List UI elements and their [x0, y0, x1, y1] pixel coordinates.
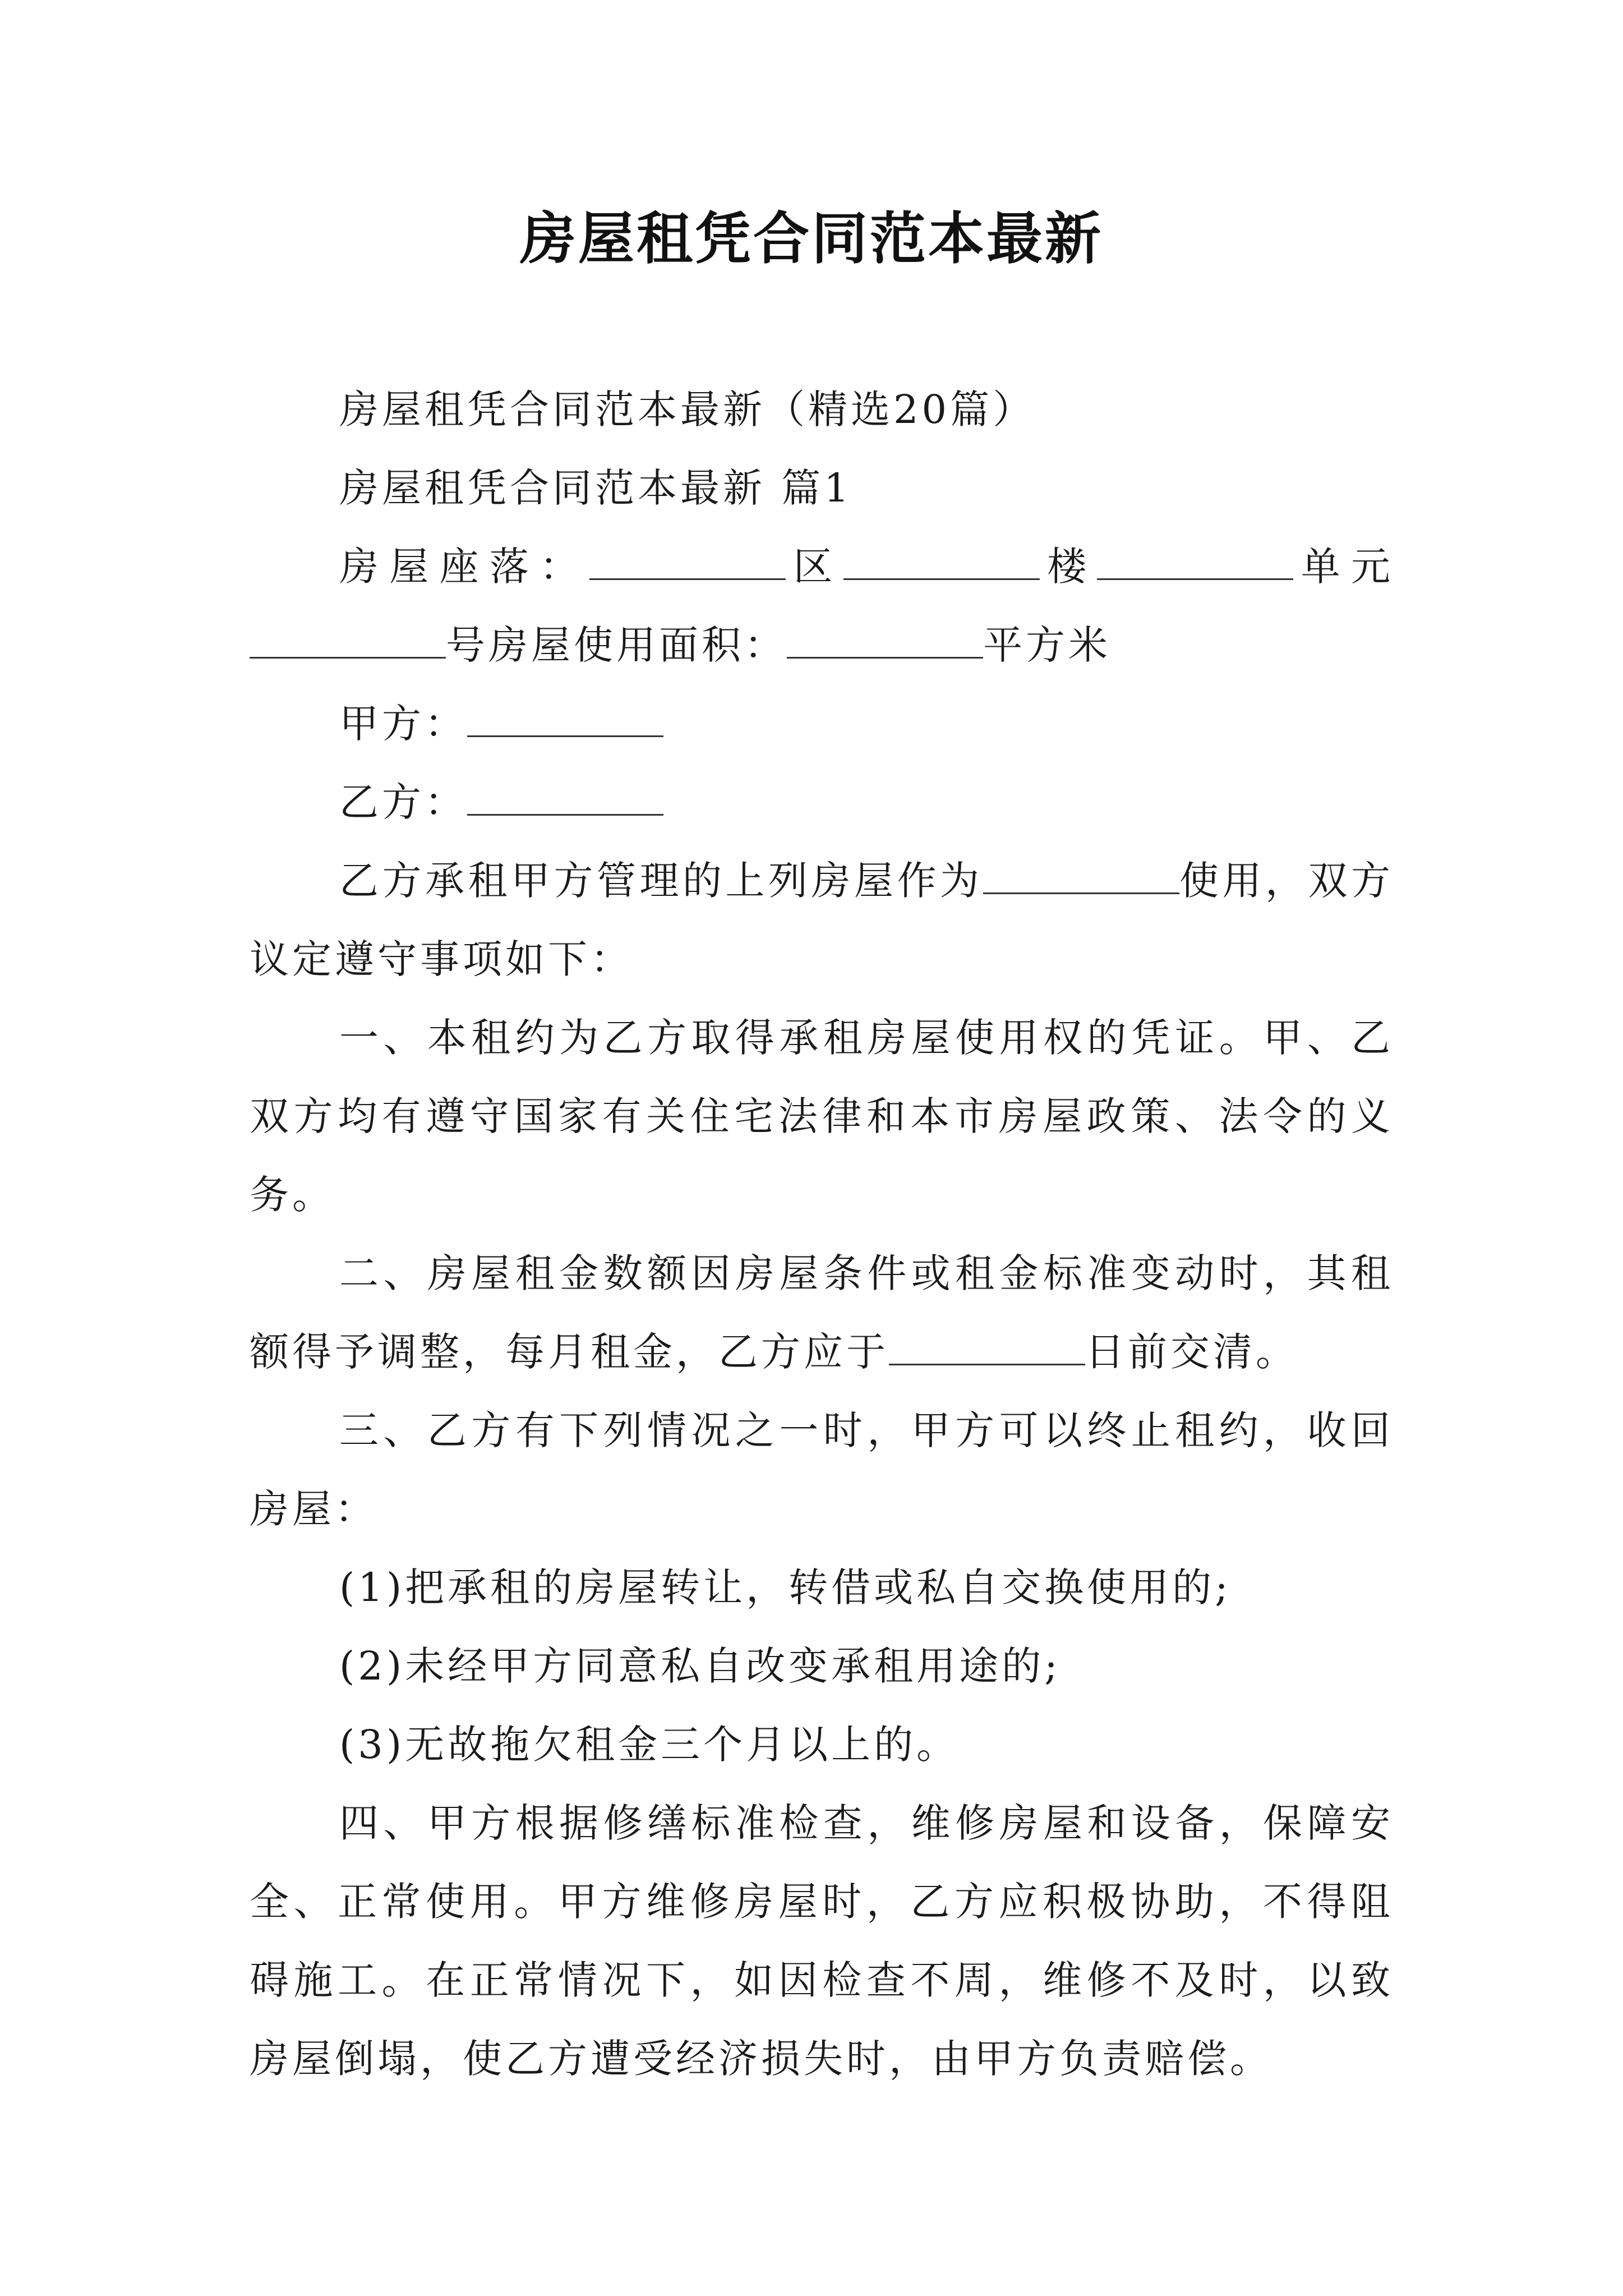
clause-3-item: (1)把承租的房屋转让，转借或私自交换使用的; [339, 1565, 1232, 1611]
document-body [250, 370, 1394, 2098]
area-blank [787, 623, 983, 659]
district-label: 区 [786, 544, 843, 590]
clause-1: 一、本租约为乙方取得承租房屋使用权的凭证。甲、乙双方均有遵守国家有关住宅法律和本市房屋政策、法令的义务。 [250, 1015, 1394, 1218]
unit-blank [1097, 545, 1293, 580]
unit-label: 单元 [1293, 544, 1394, 590]
area-unit-label: 平方米 [983, 622, 1111, 668]
party-a-line [250, 684, 1394, 763]
location-paragraph [250, 527, 1394, 684]
intro-after: 使用，双方议定遵守事项如下： [250, 858, 1394, 982]
document-title: 房屋租凭合同范本最新 [520, 205, 1103, 272]
party-b-label: 乙方： [339, 779, 467, 825]
clause-3-item: (3)无故拖欠租金三个月以上的。 [339, 1722, 960, 1768]
number-label: 号房屋使用面积： [446, 622, 787, 668]
building-blank [843, 545, 1040, 580]
subtitle: 房屋租凭合同范本最新（精选20篇） [339, 386, 1036, 432]
party-b-line [250, 763, 1394, 841]
intro-before: 乙方承租甲方管理的上列房屋作为 [339, 858, 983, 904]
clause-2-before: 二、房屋租金数额因房屋条件或租金标准变动时，其租额得予调整，每月租金，乙方应于 [250, 1250, 1394, 1375]
payment-day-blank [889, 1330, 1085, 1365]
clause-3: 三、乙方有下列情况之一时，甲方可以终止租约，收回房屋： [250, 1407, 1394, 1532]
section-heading: 房屋租凭合同范本最新 篇1 [339, 465, 852, 511]
party-a-blank [467, 702, 663, 737]
building-label: 楼 [1039, 544, 1098, 590]
clause-2 [250, 1234, 1394, 1391]
location-label: 房屋座落： [339, 544, 590, 590]
usage-blank [983, 859, 1179, 894]
district-blank [589, 545, 786, 580]
clause-4: 四、甲方根据修缮标准检查，维修房屋和设备，保障安全、正常使用。甲方维修房屋时，乙方应积极协助，不得阻碍施工。在正常情况下，如因检查不周，维修不及时，以致房屋倒塌，使乙方遭受经济损失时，由甲方负责赔偿。 [250, 1800, 1394, 2082]
number-blank [250, 623, 446, 659]
intro-paragraph [250, 841, 1394, 999]
clause-2-after: 日前交清。 [1085, 1329, 1298, 1375]
party-a-label: 甲方： [339, 701, 467, 747]
clause-3-item: (2)未经甲方同意私自改变承租用途的; [339, 1643, 1061, 1689]
party-b-blank [467, 780, 663, 816]
